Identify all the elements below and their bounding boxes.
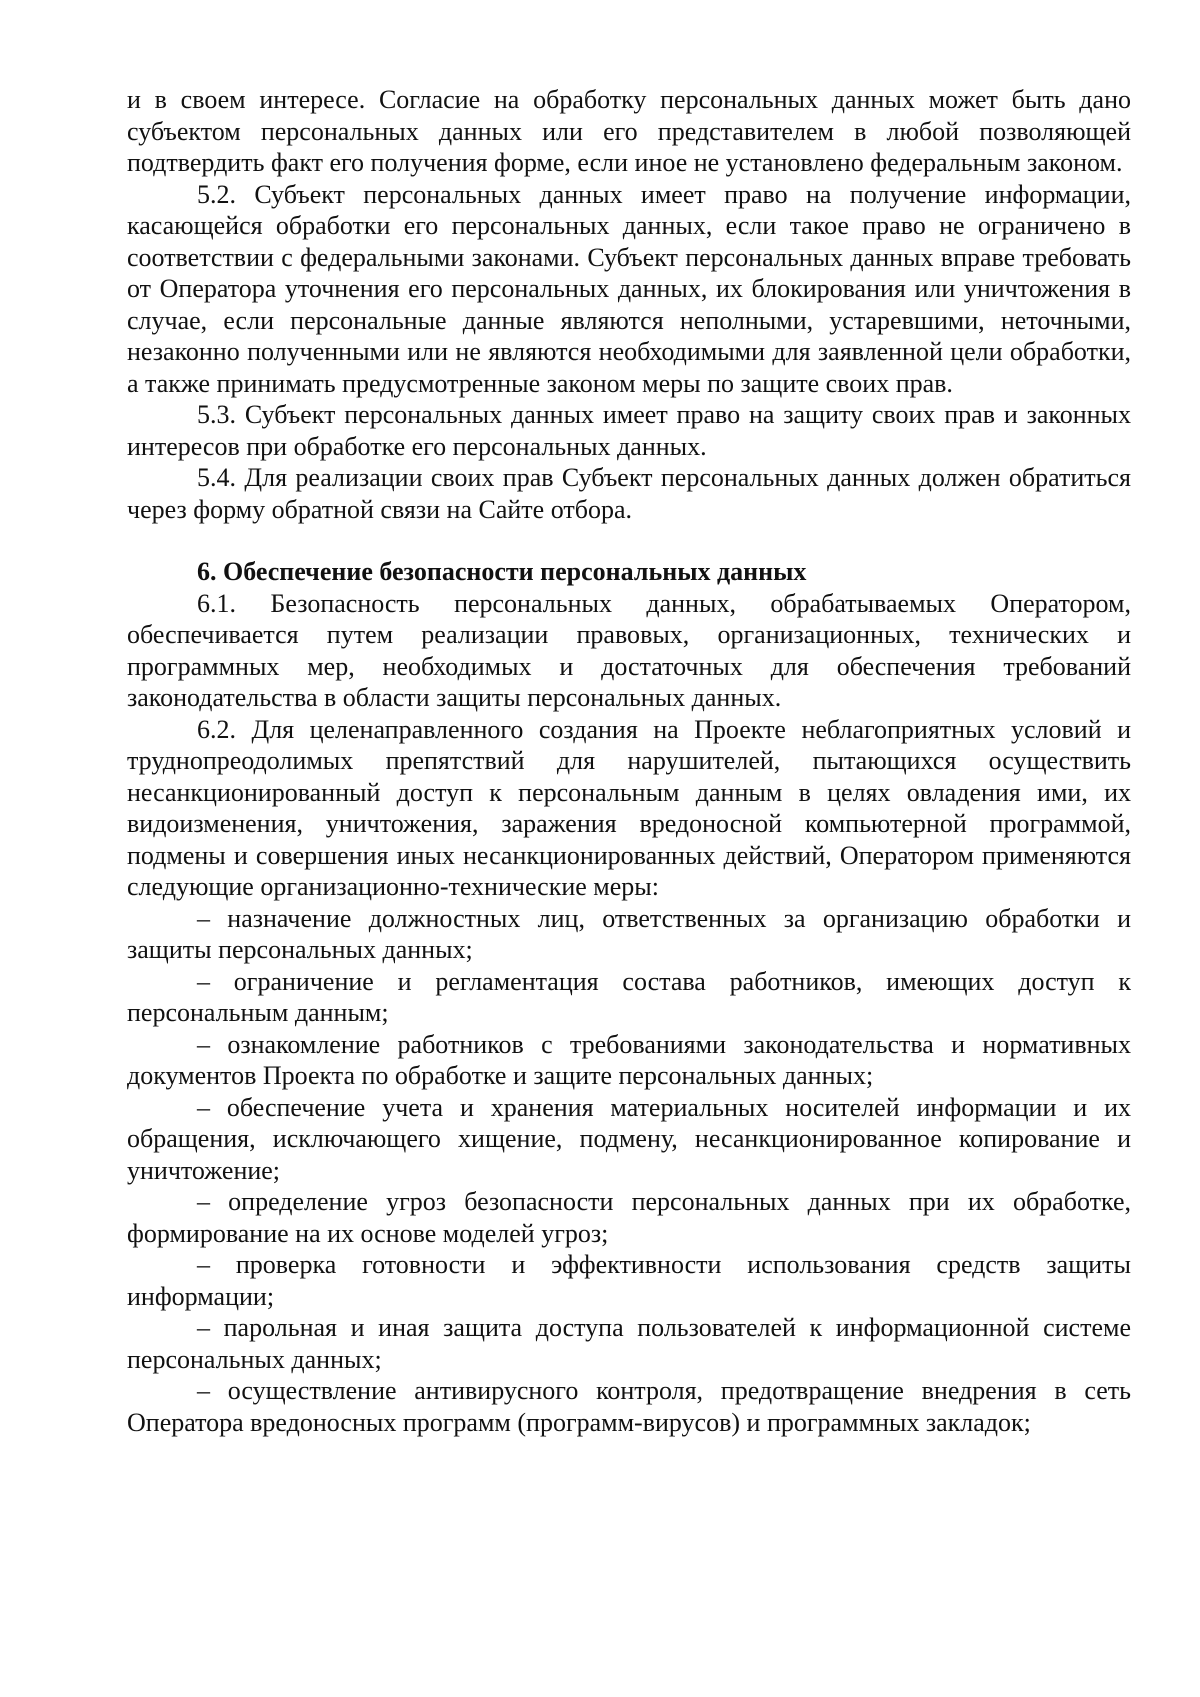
section-heading-6: 6. Обеспечение безопасности персональных данных <box>197 557 807 586</box>
measure-item: – осуществление антивирусного контроля, предотвращение внедрения в сеть Оператора вредоносных программ (программ-вирусов) и программных закладок; <box>127 1376 1131 1437</box>
paragraph-6-2: 6.2. Для целенаправленного создания на Проекте неблагоприятных условий и труднопреодолимых препятствий для нарушителей, пытающихся осуществить несанкционированный доступ к персональным данным в целях овладения ими, их видоизменения, уничтожения, заражения вредоносной компьютерной программой, подмены и совершения иных несанкционированных действий, Оператором применяются следующие организационно-технические меры: <box>127 714 1131 901</box>
paragraph-5-4: 5.4. Для реализации своих прав Субъект персональных данных должен обратиться через форму обратной связи на Сайте отбора. <box>127 463 1131 524</box>
measure-item: – ограничение и регламентация состава работников, имеющих доступ к персональным данным; <box>127 966 1131 1027</box>
measure-item: – ознакомление работников с требованиями законодательства и нормативных документов Проекта по обработке и защите персональных данных; <box>127 1029 1131 1090</box>
measure-item: – парольная и иная защита доступа пользователей к информационной системе персональных данных; <box>127 1313 1131 1374</box>
measure-item: – обеспечение учета и хранения материальных носителей информации и их обращения, исключающего хищение, подмену, несанкционированное копирование и уничтожение; <box>127 1092 1131 1185</box>
paragraph-6-1: 6.1. Безопасность персональных данных, обрабатываемых Оператором, обеспечивается путем реализации правовых, организационных, технических и программных мер, необходимых и достаточных для обеспечения требований законодательства в области защиты персональных данных. <box>127 588 1131 712</box>
paragraph-5-3: 5.3. Субъект персональных данных имеет право на защиту своих прав и законных интересов при обработке его персональных данных. <box>127 400 1131 461</box>
measure-item: – определение угроз безопасности персональных данных при их обработке, формирование на их основе моделей угроз; <box>127 1187 1131 1248</box>
measure-item: – проверка готовности и эффективности использования средств защиты информации; <box>127 1250 1131 1311</box>
paragraph-5-2: 5.2. Субъект персональных данных имеет право на получение информации, касающейся обработки его персональных данных, если такое право не ограничено в соответствии с федеральными законами. Субъект персональных данных вправе требовать от Оператора уточнения его персональных данных, их блокирования или уничтожения в случае, если персональные данные являются неполными, устаревшими, неточными, незаконно полученными или не являются необходимыми для заявленной цели обработки, а также принимать предусмотренные законом меры по защите своих прав. <box>127 179 1131 398</box>
measure-item: – назначение должностных лиц, ответственных за организацию обработки и защиты персональных данных; <box>127 903 1131 964</box>
paragraph-consent-continuation: и в своем интересе. Согласие на обработку персональных данных может быть дано субъектом персональных данных или его представителем в любой позволяющей подтвердить факт его получения форме, если иное не установлено федеральным законом. <box>127 85 1131 177</box>
document-body <box>127 84 1131 1438</box>
